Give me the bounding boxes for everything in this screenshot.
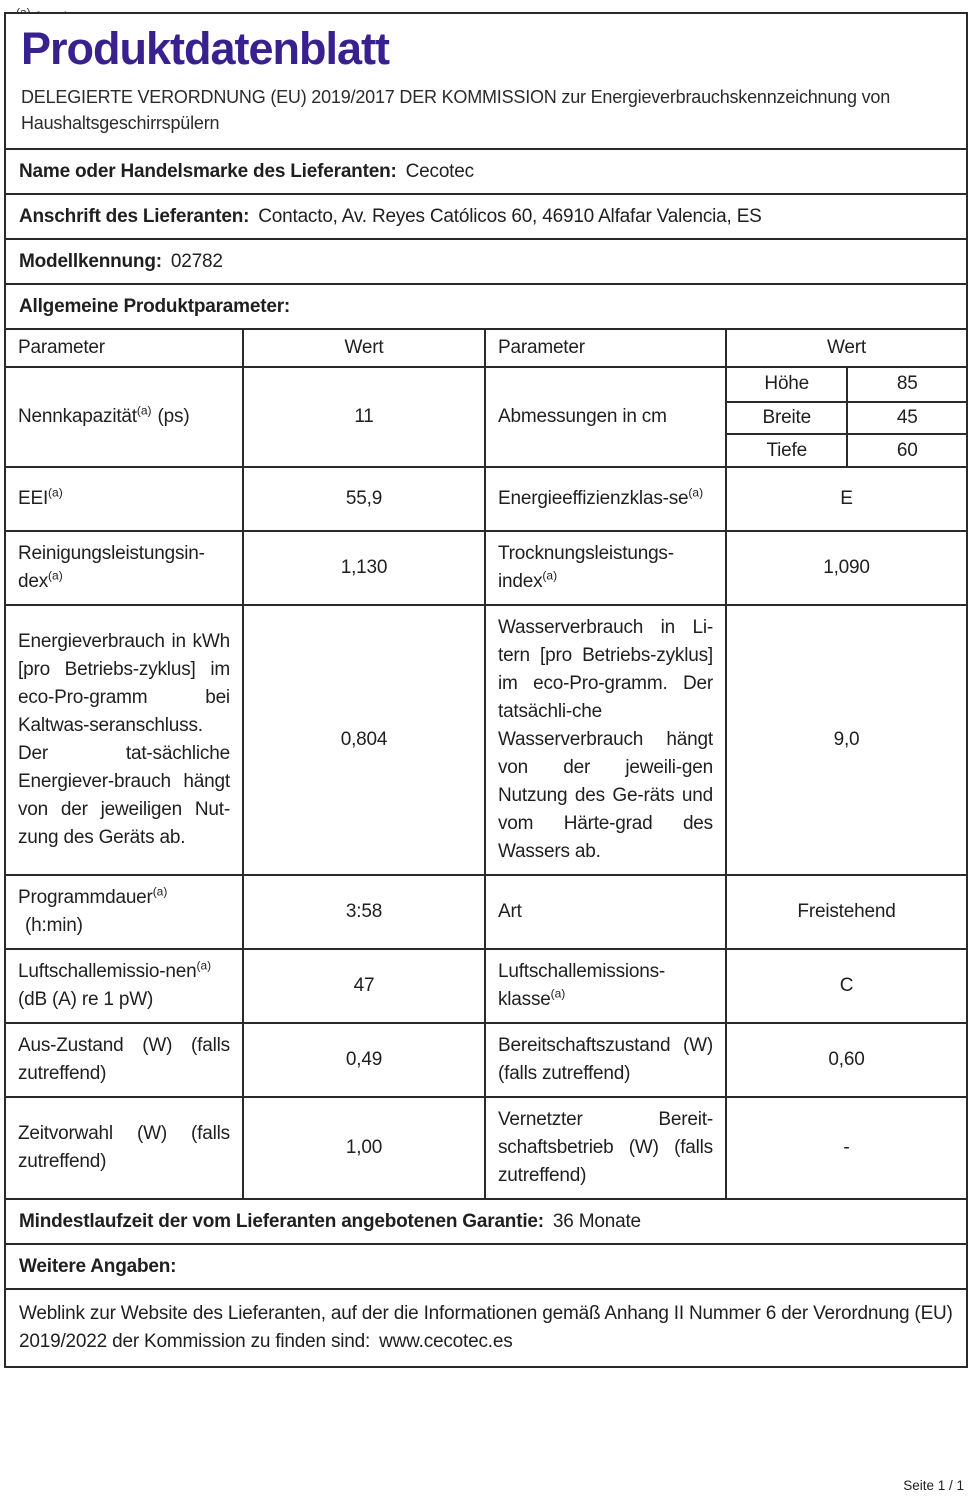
- model-id-row: [6, 238, 966, 283]
- drying-index-label: Trocknungsleistungs-index$^{(a)}$: [484, 530, 725, 604]
- type-value: Freistehend: [725, 874, 966, 948]
- duration-value: 3:58: [242, 874, 484, 948]
- dimension-value: 45: [846, 401, 966, 434]
- networked-standby-label: Vernetzter Bereit-schaftsbetrieb (W) (falls zutreffend): [484, 1096, 725, 1198]
- dimension-value: 85: [846, 368, 966, 401]
- supplier-name-value: Cecotec: [405, 161, 474, 182]
- more-info-heading-row: [6, 1243, 966, 1288]
- noise-label: Luftschallemissio-nen$^{(a)}$ (dB (A) re 1 pW): [6, 948, 242, 1022]
- delay-start-label: Zeitvorwahl (W) (falls zutreffend): [6, 1096, 242, 1198]
- supplier-address-label: Anschrift des Lieferanten:: [19, 206, 250, 227]
- footnote-ref: (a): [48, 485, 63, 500]
- supplier-address-row: [6, 193, 966, 238]
- footnote-ref: (a): [196, 958, 212, 973]
- header-wert-right: Wert: [725, 330, 966, 366]
- dimension-name: Tiefe: [727, 433, 847, 466]
- eei-label: EEI$^{(a)}$: [6, 466, 242, 530]
- capacity-value: 11: [242, 366, 484, 466]
- energy-consumption-value: 0,804: [242, 604, 484, 874]
- weblink-url: www.cecotec.es: [379, 1331, 513, 1352]
- footnote-ref: (a): [48, 568, 63, 583]
- header-parameter-right: Parameter: [484, 330, 725, 366]
- footnote-ref: (a): [550, 986, 566, 1001]
- regulation-subtitle: DELEGIERTE VERORDNUNG (EU) 2019/2017 DER KOMMISSION zur Energieverbrauchskennzeichnung von Haushaltsgeschirrspülern: [21, 87, 891, 133]
- energy-consumption-label: Energieverbrauch in kWh [pro Betriebs-zyklus] im eco-Pro-gramm bei Kaltwas-seranschluss. Der tat-sächliche Energiever-brauch hängt von der jeweiligen Nut-zung des Geräts ab.: [6, 604, 242, 874]
- water-consumption-label: Wasserverbrauch in Li-tern [pro Betriebs-zyklus] im eco-Pro-gramm. Der tatsächli-che Wasserverbrauch hängt von der jeweili-gen Nutzung des Ge-räts und vom Härte-grad des Wassers ab.: [484, 604, 725, 874]
- supplier-name-label: Name oder Handelsmarke des Lieferanten:: [19, 161, 397, 182]
- footnote-ref: (a): [688, 485, 704, 500]
- dimension-name: Breite: [727, 401, 847, 434]
- dimension-name: Höhe: [764, 373, 810, 395]
- dimensions-label: Abmessungen in cm: [484, 366, 725, 466]
- footnote-ref: (a): [542, 568, 558, 583]
- standby-value: 0,60: [725, 1022, 966, 1096]
- guarantee-label: Mindestlaufzeit der vom Lieferanten angebotenen Garantie:: [19, 1211, 544, 1232]
- noise-class-label: Luftschallemissions-klasse$^{(a)}$: [484, 948, 725, 1022]
- noise-class-value: C: [725, 948, 966, 1022]
- duration-label: Programmdauer$^{(a)}$ (h:min): [6, 874, 242, 948]
- energy-class-value: E: [725, 466, 966, 530]
- section-heading: Allgemeine Produktparameter:: [19, 296, 291, 317]
- guarantee-value: 36 Monate: [552, 1211, 641, 1232]
- header-parameter-left: Parameter: [18, 337, 105, 358]
- weblink-label: Weblink zur Website des Lieferanten, auf der die Informationen gemäß Anhang II Nummer 6 der Verordnung (EU) 2019/2022 der Kommission zu finden sind:: [19, 1303, 953, 1352]
- more-info-heading: Weitere Angaben:: [19, 1256, 177, 1277]
- title-block: [6, 14, 966, 148]
- dimension-value: 60: [846, 433, 966, 466]
- supplier-address-value: Contacto, Av. Reyes Católicos 60, 46910 Alfafar Valencia, ES: [258, 206, 762, 227]
- standby-label: Bereitschaftszustand (W) (falls zutreffend): [484, 1022, 725, 1096]
- energy-class-label: Energieeffizienzklas-$se^{(a)}$: [484, 466, 725, 530]
- capacity-label: Nennkapazität$^{(a)}$ (ps): [6, 366, 242, 466]
- eei-value: 55,9: [242, 466, 484, 530]
- footnote-ref: (a): [136, 403, 152, 418]
- footnote-ref: (a): [152, 884, 168, 899]
- type-label: Art: [484, 874, 725, 948]
- drying-index-value: 1,090: [725, 530, 966, 604]
- noise-value: 47: [242, 948, 484, 1022]
- weblink-row: [6, 1288, 966, 1366]
- water-consumption-value: 9,0: [725, 604, 966, 874]
- delay-start-value: 1,00: [242, 1096, 484, 1198]
- off-mode-value: 0,49: [242, 1022, 484, 1096]
- model-id-value: 02782: [170, 251, 223, 272]
- cleaning-index-label: Reinigungsleistungsin-dex$^{(a)}$: [6, 530, 242, 604]
- section-heading-row: [6, 283, 966, 328]
- guarantee-row: [6, 1198, 966, 1243]
- cleaning-index-value: 1,130: [242, 530, 484, 604]
- parameter-table: [6, 328, 966, 1198]
- dimensions-subtable: [725, 366, 966, 466]
- supplier-name-row: [6, 148, 966, 193]
- header-wert-left: Wert: [242, 330, 484, 366]
- networked-standby-value: -: [725, 1096, 966, 1198]
- model-id-label: Modellkennung:: [19, 251, 162, 272]
- datasheet: [4, 12, 968, 1368]
- off-mode-label: Aus-Zustand (W) (falls zutreffend): [6, 1022, 242, 1096]
- page-title: Produktdatenblatt: [21, 23, 390, 74]
- page-indicator: Seite 1 / 1: [903, 1478, 964, 1493]
